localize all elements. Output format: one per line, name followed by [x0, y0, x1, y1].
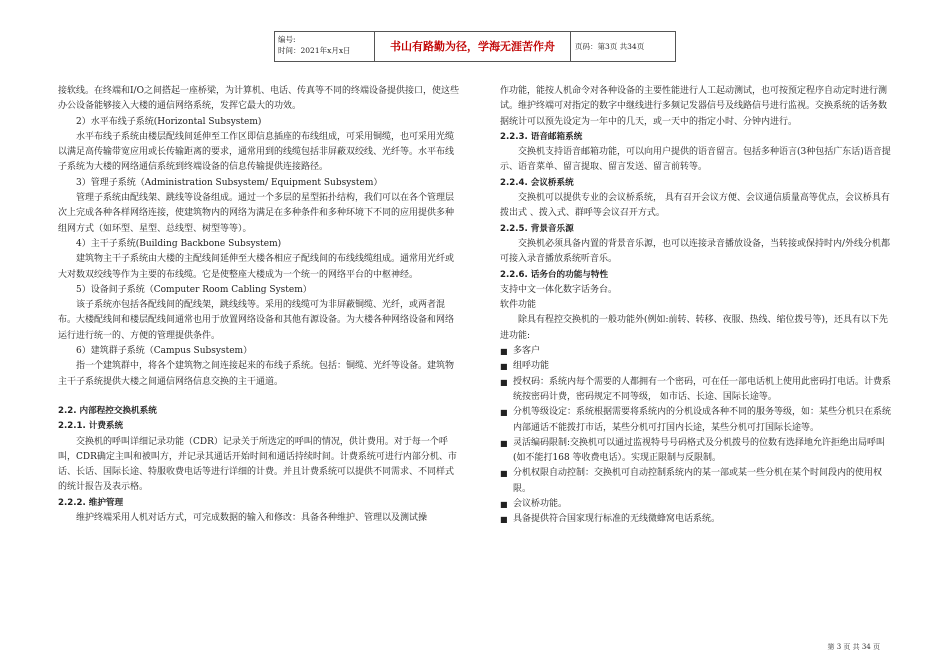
list-item-text: 分机权限自动控制：交换机可自动控制系统内的某一部或某一些分机在某个时间段内的使用权限。 [513, 468, 883, 494]
list-item-text: 组呼功能 [513, 361, 550, 372]
header-motto: 书山有路勤为径，学海无涯苦作舟 [375, 32, 571, 61]
bullet-icon: ■ [500, 347, 508, 357]
paragraph: 支持中文一体化数字话务台。 [500, 284, 618, 295]
list-item-text: 灵活编码限制:交换机可以通过监视特号号码格式及分机拨号的位数有选择地允许拒绝出局呼叫(如不能打168 等收费电话）。实现正限制与反限制。 [513, 437, 886, 464]
list-item [500, 497, 892, 512]
page-footer: 第 3 页 共 34 页 [827, 643, 880, 651]
bullet-icon: ■ [500, 362, 508, 372]
section-heading: 2.2.4. 会议桥系统 [500, 177, 574, 188]
paragraph: 水平布线子系统由楼层配线间延伸至工作区即信息插座的布线组成，可采用铜缆，也可采用光缆以满足高传输带宽应用或长传输距离的要求，通常用到的线缆包括非屏蔽双绞线、光纤等。水平布线子系统为大楼的网络通信系统到终端设备的信息传输提供连接路径。 [58, 131, 455, 173]
paragraph: 建筑物主干子系统由大楼的主配线间延伸至大楼各相应子配线间的布线线缆组成。通常用光纤或大对数双绞线等作为主要的布线缆。它是使整座大楼成为一个统一的网络平台的中枢神经。 [58, 254, 455, 280]
bullet-icon: ■ [500, 408, 508, 418]
paragraph: 交换机的呼叫详细记录功能（CDR）记录关于所选定的呼叫的情况，供计费用。对于每一个呼叫，CDR确定主叫和被叫方，并记录其通话开始时间和通话持续时间。计费系统可进行内部分机、市话、长话、国际长途、特服收费电话等进行详细的计费。并且计费系统可以提供不同需求、不同样式的统计报告及表示格。 [58, 436, 457, 493]
paragraph: 除具有程控交换机的一般功能外(例如:前转、转移、夜服、热线、缩位拨号等)，还具有以下先进功能: [500, 315, 889, 341]
bullet-icon: ■ [500, 469, 508, 479]
subsection-title: 6）建筑群子系统（Campus Subsystem） [76, 346, 253, 357]
paragraph: 维护终端采用人机对话方式，可完成数据的输入和修改：具备各种维护、管理以及测试操 [76, 513, 428, 524]
list-item [500, 466, 892, 497]
list-item-text: 分机等级设定：系统根据需要将系统内的分机设成各种不同的服务等级，如：某些分机只在系统内部通话不能拨打市话，某些分机可打国内长途，某些分机可打国际长途等。 [513, 407, 892, 433]
paragraph: 作功能，能按人机命令对各种设备的主要性能进行人工起动测试，也可按预定程序自动定时进行测试。维护终端可对指定的数字中继线进行多频记发器信号及线路信号进行监视。交换系统的话务数据统计可以预先设定为一年中的几天，或一天中的指定小时、分钟内进行。 [500, 86, 888, 127]
subsection-title: 3）管理子系统（Administration Subsystem/ Equipment Subsystem） [76, 177, 383, 188]
paragraph: 交换机可以提供专业的会议桥系统， 具有召开会议方便、会议通信质量高等优点，会议桥具有拨出式 、拨入式、群呼等会议召开方式。 [500, 193, 890, 219]
subsection-title: 4）主干子系统(Building Backbone Subsystem) [76, 238, 282, 249]
list-item [500, 405, 892, 436]
paragraph: 软件功能 [500, 300, 537, 311]
paragraph: 接软线。在终端和I/O之间搭起一座桥梁，为计算机、电话、传真等不同的终端设备提供接口，使这些办公设备能够接入大楼的通信网络系统，发挥它最大的功效。 [58, 86, 459, 112]
paragraph: 指一个建筑群中，将各个建筑物之间连接起来的布线子系统。包括：铜缆、光纤等设备。建筑物主干子系统提供大楼之间通信网络信息交换的主干通道。 [58, 361, 455, 387]
header-page: 页码：第3页 共34页 [575, 42, 645, 51]
section-heading: 2.2.1. 计费系统 [58, 421, 124, 432]
subsection-title: 2）水平布线子系统(Horizontal Subsystem) [76, 116, 262, 127]
section-heading: 2.2.3. 语音邮箱系统 [500, 131, 583, 142]
list-item [500, 436, 892, 467]
list-item-text: 具备提供符合国家现行标准的无线微蜂窝电话系统。 [513, 514, 721, 525]
list-item [500, 344, 892, 359]
paragraph: 管理子系统由配线架、跳线等设备组成。通过一个多层的星型拓扑结构，我们可以在各个管理层次上完成各种各样网络连接，使建筑物内的网络为满足在多种条件和多种环境下不同的应用提供多种组网方式（如环型、星型、总线型、树型等等）。 [58, 193, 455, 234]
list-item [500, 375, 892, 406]
list-item [500, 512, 892, 527]
bullet-icon: ■ [500, 438, 508, 448]
bullet-icon: ■ [500, 500, 508, 510]
section-heading: 2.2. 内部程控交换机系统 [58, 405, 157, 416]
list-item-text: 会议桥功能。 [513, 499, 568, 510]
left-column [58, 84, 460, 526]
list-item [500, 359, 892, 374]
section-heading: 2.2.2. 维护管理 [58, 497, 124, 508]
bullet-icon: ■ [500, 515, 508, 525]
header-meta [275, 32, 375, 61]
subsection-title: 5）设备间子系统（Computer Room Cabling System） [76, 284, 312, 295]
header-time: 时间：2021年x月x日 [278, 46, 351, 55]
paragraph: 交换机必须具备内置的背景音乐源，也可以连接录音播放设备，当转接或保持时内/外线分机都可接入录音播放系统听音乐。 [500, 238, 891, 265]
paragraph: 该子系统亦包括各配线间的配线架，跳线线等。采用的线缆可为非屏蔽铜缆、光纤，或两者混布。大楼配线间和楼层配线间通常也用于放置网络设备和其他有源设备。为大楼各种网络设备和网络运行进行统一的、方便的管理提供条件。 [58, 300, 455, 341]
right-column [500, 84, 892, 528]
header-number: 编号: [278, 35, 296, 44]
list-item-text: 授权码：系统内每个需要的人都拥有一个密码，可在任一部电话机上使用此密码打电话。计费系统按密码计费，密码规定不同等级， 如市话、长途、国际长途等。 [513, 376, 892, 402]
paragraph: 交换机支持语音邮箱功能，可以向用户提供的语音留言。包括多种语言(3种包括广东话)语音提示、语音菜单、留言提取、留言发送、留言前转等。 [500, 147, 891, 173]
section-heading: 2.2.6. 话务台的功能与特性 [500, 269, 609, 280]
page-header [274, 31, 676, 62]
bullet-icon: ■ [500, 377, 508, 387]
list-item-text: 多客户 [513, 346, 541, 357]
section-heading: 2.2.5. 背景音乐源 [500, 223, 574, 234]
